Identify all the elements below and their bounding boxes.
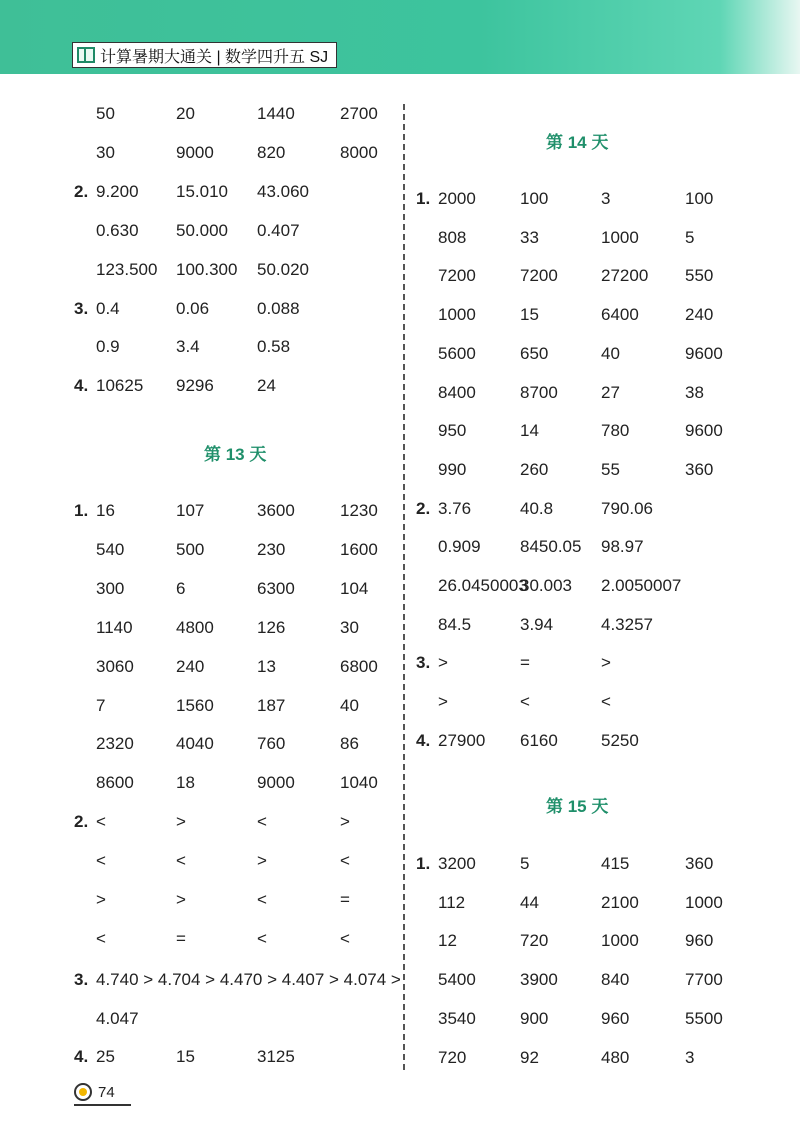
- answer-row: [0, 812, 800, 838]
- day-14-title: 第 14 天: [546, 133, 609, 152]
- answer-row: [0, 615, 800, 641]
- answer-cell: 3060: [96, 656, 134, 676]
- answer-cell: 86: [340, 734, 359, 754]
- answer-cell: 1600: [340, 539, 378, 559]
- answer-cell: 8400: [438, 382, 476, 402]
- answer-cell: >: [438, 653, 448, 673]
- answer-cell: 50.020: [257, 259, 309, 279]
- answer-row: [0, 773, 800, 799]
- answer-cell: 0.630: [96, 220, 139, 240]
- answer-cell: <: [340, 928, 350, 948]
- answer-cell: 44: [520, 892, 539, 912]
- answer-cell: 8600: [96, 773, 134, 793]
- question-number: 1.: [416, 189, 431, 208]
- answer-cell: <: [96, 851, 106, 871]
- answer-cell: 240: [685, 305, 714, 325]
- answer-cell: 1560: [176, 695, 214, 715]
- answer-row: [0, 854, 800, 880]
- answer-cell: 43.060: [257, 181, 309, 201]
- answer-row: [0, 928, 800, 957]
- answer-cell: 20: [176, 104, 195, 123]
- answer-cell: 92: [520, 1047, 539, 1067]
- answer-cell: 40: [601, 343, 620, 363]
- answer-cell: 5250: [601, 730, 639, 750]
- answer-cell: 780: [601, 421, 630, 441]
- question-number: 1.: [416, 854, 431, 873]
- question-number: 3.: [74, 970, 89, 989]
- question-number: 3.: [416, 653, 431, 673]
- answer-cell: 0.088: [257, 298, 300, 318]
- question-number: 1.: [74, 501, 89, 520]
- answer-cell: 2700: [340, 104, 378, 123]
- answer-cell: 3125: [257, 1047, 295, 1066]
- answer-cell: 1000: [685, 892, 723, 912]
- answer-cell: 760: [257, 734, 286, 754]
- answer-cell: >: [438, 692, 448, 712]
- answer-row: [0, 266, 800, 292]
- answer-cell: 820: [257, 142, 286, 162]
- answer-cell: 300: [96, 578, 125, 598]
- answer-cell: 84.5: [438, 614, 472, 634]
- answer-cell: 187: [257, 695, 286, 715]
- q3-inequality-line2: 4.047: [96, 1009, 139, 1028]
- question-number: 2.: [74, 812, 89, 832]
- answer-cell: <: [601, 692, 611, 712]
- answer-cell: <: [96, 928, 106, 948]
- answer-cell: <: [257, 928, 267, 948]
- answer-cell: 480: [601, 1047, 630, 1067]
- answer-cell: 24: [257, 376, 276, 396]
- answer-cell: <: [257, 890, 267, 909]
- answer-cell: 500: [176, 539, 205, 559]
- answer-cell: 0.407: [257, 220, 300, 240]
- question-number: 4.: [74, 376, 89, 396]
- answer-cell: 13: [257, 656, 276, 676]
- answer-cell: 16: [96, 501, 115, 520]
- answer-cell: 7200: [520, 266, 558, 286]
- answer-cell: 4.3257: [601, 614, 653, 634]
- answer-cell: 27900: [438, 730, 486, 750]
- answer-cell: <: [520, 692, 530, 712]
- answer-cell: 15: [520, 305, 539, 325]
- answer-cell: 1140: [96, 617, 133, 637]
- answer-cell: 2100: [601, 892, 639, 912]
- question-number: 4.: [74, 1047, 89, 1066]
- answer-cell: 104: [340, 578, 369, 598]
- answer-row: [0, 731, 800, 757]
- answer-cell: 6400: [601, 305, 639, 325]
- answer-row: [0, 576, 800, 602]
- answer-cell: 6300: [257, 578, 295, 598]
- answer-cell: 18: [176, 773, 195, 793]
- answer-cell: 50: [96, 104, 115, 123]
- answer-cell: 960: [601, 1008, 630, 1028]
- answer-row: [0, 104, 800, 130]
- answer-cell: 650: [520, 343, 549, 363]
- q3-inequality-line1: 4.740 > 4.704 > 4.470 > 4.407 > 4.074 >: [96, 970, 401, 989]
- answer-cell: 25: [96, 1047, 115, 1066]
- answer-cell: 0.909: [438, 537, 481, 557]
- answer-cell: 360: [685, 854, 714, 873]
- answer-cell: 33: [520, 227, 539, 247]
- q3-row-continued: [0, 1009, 400, 1035]
- answer-cell: 5500: [685, 1008, 723, 1028]
- answer-cell: 720: [438, 1047, 467, 1067]
- answer-cell: 100: [520, 189, 549, 208]
- answer-cell: >: [340, 812, 350, 832]
- answer-cell: 540: [96, 539, 125, 559]
- answer-cell: 26.0450003: [438, 576, 528, 595]
- answer-row: [0, 893, 800, 919]
- answer-cell: 3.94: [520, 614, 554, 634]
- q3-row: [0, 970, 400, 996]
- answer-cell: 3200: [438, 854, 476, 873]
- answer-cell: 6800: [340, 656, 378, 676]
- answer-cell: 5400: [438, 970, 476, 990]
- answer-cell: 3.4: [176, 337, 200, 357]
- answer-row: [0, 143, 800, 169]
- answer-cell: 3.76: [438, 498, 472, 518]
- answer-cell: 9296: [176, 376, 214, 396]
- answer-cell: 107: [176, 501, 205, 520]
- answer-cell: 1000: [438, 305, 476, 325]
- answer-cell: 8450.05: [520, 537, 582, 557]
- answer-row: [0, 653, 800, 679]
- answer-cell: 30.003: [520, 576, 572, 595]
- answer-cell: 100.300: [176, 259, 238, 279]
- sun-icon: [74, 1083, 92, 1101]
- answer-cell: 38: [685, 382, 704, 402]
- answer-cell: 950: [438, 421, 467, 441]
- answer-cell: 7: [96, 695, 106, 715]
- answer-cell: 6: [176, 578, 186, 598]
- answer-cell: 1040: [340, 773, 378, 793]
- question-number: 2.: [416, 498, 431, 518]
- answer-cell: <: [340, 851, 350, 871]
- answer-cell: 3900: [520, 970, 558, 990]
- q4-row: [0, 1047, 400, 1073]
- answer-row: [0, 228, 800, 254]
- question-number: 4.: [416, 730, 431, 750]
- answer-cell: 9.200: [96, 181, 139, 201]
- answer-cell: 720: [520, 931, 549, 951]
- answer-cell: <: [96, 812, 106, 832]
- answer-cell: 4800: [176, 617, 214, 637]
- day-15-title: 第 15 天: [546, 797, 609, 816]
- answer-cell: 50.000: [176, 220, 228, 240]
- page-number: 74: [98, 1083, 115, 1101]
- header-title-box: [72, 42, 337, 68]
- answer-cell: 0.58: [257, 337, 291, 357]
- answer-row: [0, 305, 800, 331]
- answer-cell: 2320: [96, 734, 134, 754]
- answer-cell: <: [257, 812, 267, 832]
- answer-cell: 360: [685, 459, 714, 479]
- answer-cell: 9600: [685, 343, 723, 363]
- answer-cell: 98.97: [601, 537, 644, 557]
- answer-cell: 1000: [601, 931, 639, 951]
- answer-cell: 9600: [685, 421, 723, 441]
- answer-cell: 40.8: [520, 498, 554, 518]
- answer-row: [0, 692, 800, 718]
- answer-cell: 30: [96, 142, 115, 162]
- question-number: 3.: [74, 298, 89, 318]
- answer-cell: 40: [340, 695, 359, 715]
- answer-cell: 550: [685, 266, 714, 286]
- answer-cell: 2000: [438, 189, 476, 208]
- answer-cell: 100: [685, 189, 714, 208]
- answer-cell: 9000: [257, 773, 295, 793]
- answer-row: [0, 383, 800, 409]
- answer-cell: 27: [601, 382, 620, 402]
- answer-cell: 15: [176, 1047, 195, 1066]
- answer-cell: 240: [176, 656, 205, 676]
- answer-cell: 230: [257, 539, 286, 559]
- answer-cell: 55: [601, 459, 620, 479]
- answer-cell: 3540: [438, 1008, 476, 1028]
- answer-cell: 5: [685, 227, 695, 247]
- answer-cell: 5: [520, 854, 530, 873]
- answer-cell: 960: [685, 931, 714, 951]
- answer-cell: 3: [601, 189, 611, 208]
- question-number: 2.: [74, 181, 89, 201]
- answer-cell: 1440: [257, 104, 295, 123]
- header-title: 计算暑期大通关 | 数学四升五 SJ: [100, 48, 329, 66]
- answer-cell: 1230: [340, 501, 378, 520]
- answer-cell: 415: [601, 854, 630, 873]
- answer-cell: 15.010: [176, 181, 228, 201]
- answer-cell: >: [176, 812, 186, 832]
- answer-row: [0, 460, 800, 486]
- answer-cell: =: [340, 890, 350, 909]
- answer-cell: 14: [520, 421, 539, 441]
- answer-cell: 8700: [520, 382, 558, 402]
- answer-cell: 0.4: [96, 298, 120, 318]
- page-footer: [74, 1080, 131, 1106]
- answer-cell: >: [257, 851, 267, 871]
- answer-cell: >: [176, 890, 186, 909]
- answer-cell: 808: [438, 227, 467, 247]
- answer-cell: 1000: [601, 227, 639, 247]
- answer-cell: 0.9: [96, 337, 120, 357]
- answer-row: [0, 344, 800, 370]
- answer-cell: 3: [685, 1047, 695, 1067]
- answer-cell: 27200: [601, 266, 649, 286]
- answer-cell: 12: [438, 931, 457, 951]
- answer-cell: 2.0050007: [601, 576, 682, 595]
- book-icon: [77, 47, 95, 63]
- answer-cell: 3600: [257, 501, 295, 520]
- answer-cell: 30: [340, 617, 359, 637]
- answer-cell: 10625: [96, 376, 144, 396]
- answer-cell: 840: [601, 970, 630, 990]
- answer-cell: 9000: [176, 142, 214, 162]
- answer-cell: =: [176, 928, 186, 948]
- answer-cell: 126: [257, 617, 286, 637]
- answer-cell: 7700: [685, 970, 723, 990]
- answer-cell: 260: [520, 459, 549, 479]
- answer-cell: =: [520, 653, 530, 673]
- answer-cell: 900: [520, 1008, 549, 1028]
- answer-cell: 0.06: [176, 298, 210, 318]
- answer-cell: 4040: [176, 734, 214, 754]
- answer-row: [0, 421, 800, 447]
- answer-cell: 5600: [438, 343, 476, 363]
- answer-cell: >: [96, 890, 106, 909]
- answer-row: [0, 499, 800, 525]
- answer-row: [0, 189, 800, 215]
- answer-cell: 6160: [520, 730, 558, 750]
- answer-cell: <: [176, 851, 186, 871]
- answer-row: [0, 537, 800, 563]
- answer-cell: 990: [438, 459, 467, 479]
- answer-cell: 112: [438, 892, 466, 912]
- answer-cell: 790.06: [601, 498, 653, 518]
- answer-cell: >: [601, 653, 611, 673]
- answer-cell: 8000: [340, 142, 378, 162]
- answer-cell: 123.500: [96, 259, 158, 279]
- answer-cell: 7200: [438, 266, 476, 286]
- day-13-title: 第 13 天: [204, 445, 267, 464]
